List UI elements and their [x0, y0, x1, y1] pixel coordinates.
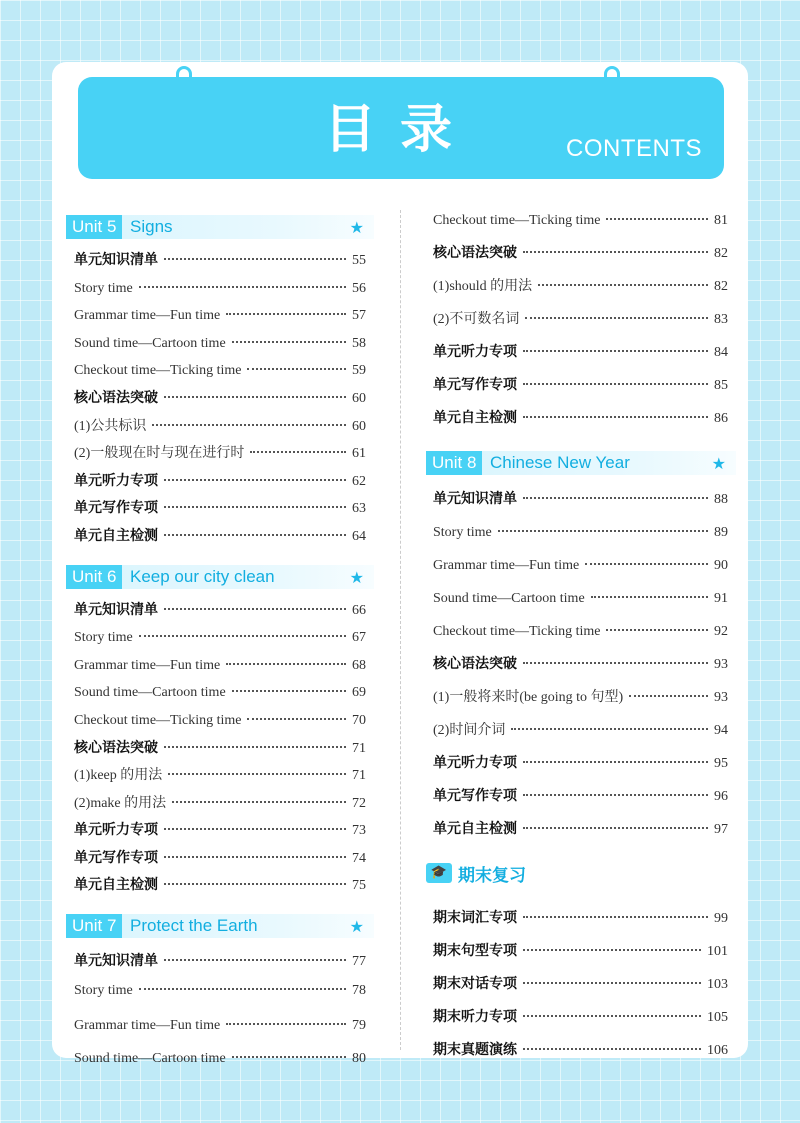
toc-entry[interactable]: 单元听力专项 62 [74, 472, 366, 489]
toc-entry[interactable]: Story time 89 [433, 525, 728, 540]
toc-entry[interactable]: 期末句型专项 101 [433, 943, 728, 959]
unit-8-header [426, 451, 736, 475]
toc-entry[interactable]: 单元知识清单 77 [74, 953, 366, 970]
final-review-header [426, 858, 736, 888]
toc-entry[interactable]: Checkout time—Ticking time 81 [433, 213, 728, 228]
unit-6-header [66, 565, 374, 589]
graduation-cap-icon: 🎓 [426, 863, 452, 883]
unit-5-header [66, 215, 374, 239]
unit-7-header [66, 914, 374, 938]
toc-entry[interactable]: Sound time—Cartoon time 69 [74, 685, 366, 701]
toc-entry[interactable]: 单元自主检测 86 [433, 410, 728, 426]
star-icon: ★ [349, 218, 364, 237]
toc-right-column [426, 204, 736, 1067]
column-divider [400, 210, 401, 1050]
toc-left-column [66, 209, 374, 1075]
toc-entry[interactable]: 期末词汇专项 99 [433, 910, 728, 926]
toc-entry[interactable]: 单元写作专项 74 [74, 849, 366, 866]
toc-entry[interactable]: 单元写作专项 96 [433, 788, 728, 804]
toc-entry[interactable]: Story time 56 [74, 280, 366, 296]
page-subtitle: CONTENTS [566, 135, 702, 162]
toc-entry[interactable]: 单元知识清单 66 [74, 601, 366, 618]
toc-entry[interactable]: 单元听力专项 84 [433, 344, 728, 360]
unit-7-list-continued [426, 204, 736, 435]
toc-entry[interactable]: (2)不可数名词 83 [433, 312, 728, 327]
toc-entry[interactable]: 核心语法突破 71 [74, 739, 366, 756]
toc-entry[interactable]: 期末听力专项 105 [433, 1009, 728, 1025]
toc-entry[interactable]: Grammar time—Fun time 68 [74, 657, 366, 673]
unit-8-list [426, 483, 736, 846]
unit-name: Signs [130, 217, 173, 236]
unit-5-list [66, 247, 374, 551]
toc-entry[interactable]: (1)keep 的用法 71 [74, 768, 366, 784]
star-icon: ★ [711, 454, 726, 473]
toc-entry[interactable]: Grammar time—Fun time 57 [74, 308, 366, 324]
toc-entry[interactable]: Sound time—Cartoon time 58 [74, 335, 366, 351]
toc-entry[interactable]: 单元听力专项 95 [433, 755, 728, 771]
toc-entry[interactable]: 期末真题演练 106 [433, 1042, 728, 1058]
toc-entry[interactable]: 单元自主检测 75 [74, 877, 366, 894]
toc-entry[interactable]: 单元知识清单 55 [74, 252, 366, 268]
toc-entry[interactable]: Sound time—Cartoon time 91 [433, 591, 728, 606]
unit-name: Chinese New Year [490, 453, 630, 472]
toc-entry[interactable]: Story time 78 [74, 983, 366, 999]
star-icon: ★ [349, 917, 364, 937]
unit-7-list [66, 946, 374, 1075]
toc-entry[interactable]: Checkout time—Ticking time 70 [74, 712, 366, 728]
toc-entry[interactable]: Sound time—Cartoon time 80 [74, 1051, 366, 1067]
toc-entry[interactable]: 单元听力专项 73 [74, 822, 366, 839]
toc-entry[interactable]: 单元知识清单 88 [433, 491, 728, 507]
unit-tag: Unit 5 [66, 215, 122, 239]
toc-entry[interactable]: (2)时间介词 94 [433, 723, 728, 738]
toc-entry[interactable]: (2)一般现在时与现在进行时 61 [74, 446, 366, 462]
toc-entry[interactable]: 单元自主检测 97 [433, 821, 728, 837]
star-icon: ★ [349, 567, 364, 587]
toc-entry[interactable]: 单元自主检测 64 [74, 527, 366, 544]
unit-6-list [66, 597, 374, 901]
toc-entry[interactable]: 核心语法突破 93 [433, 656, 728, 672]
toc-entry[interactable]: 单元写作专项 85 [433, 377, 728, 393]
unit-tag: Unit 8 [426, 451, 482, 475]
toc-entry[interactable]: Checkout time—Ticking time 92 [433, 624, 728, 639]
toc-entry[interactable]: (1)一般将来时(be going to 句型) 93 [433, 690, 728, 705]
unit-name: Protect the Earth [130, 916, 258, 936]
toc-entry[interactable]: 单元写作专项 63 [74, 500, 366, 517]
final-review-list [426, 902, 736, 1067]
toc-entry[interactable]: (1)公共标识 60 [74, 418, 366, 434]
unit-tag: Unit 7 [66, 914, 122, 938]
unit-tag: Unit 6 [66, 565, 122, 589]
toc-entry[interactable]: Grammar time—Fun time 79 [74, 1018, 366, 1034]
toc-entry[interactable]: Story time 67 [74, 630, 366, 646]
page-title: 目录 [323, 100, 476, 160]
toc-entry[interactable]: Grammar time—Fun time 90 [433, 558, 728, 573]
toc-entry[interactable]: 核心语法突破 82 [433, 245, 728, 261]
final-review-title: 期末复习 [458, 865, 526, 886]
toc-entry[interactable]: (2)make 的用法 72 [74, 795, 366, 811]
toc-entry[interactable]: Checkout time—Ticking time 59 [74, 363, 366, 379]
unit-name: Keep our city clean [130, 566, 275, 586]
toc-entry[interactable]: 核心语法突破 60 [74, 389, 366, 406]
toc-entry[interactable]: (1)should 的用法 82 [433, 279, 728, 294]
toc-entry[interactable]: 期末对话专项 103 [433, 976, 728, 992]
